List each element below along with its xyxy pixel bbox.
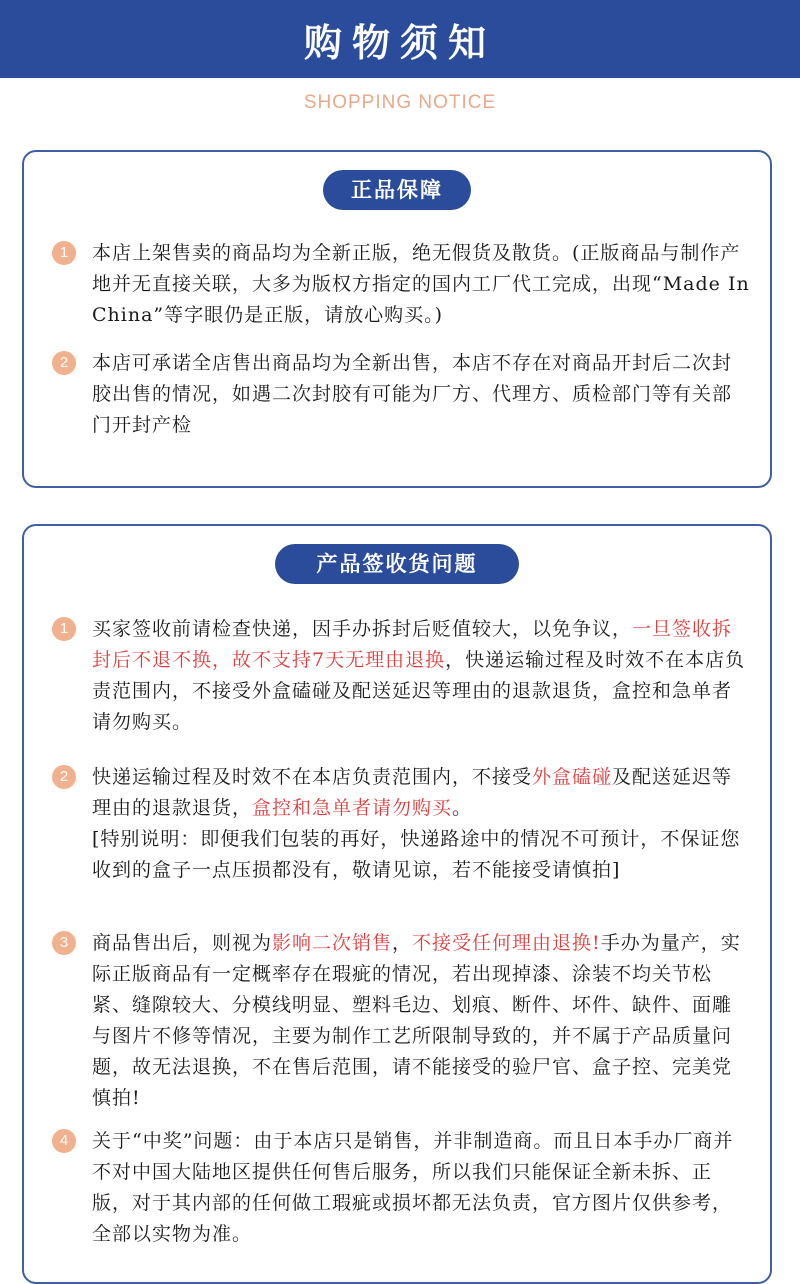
number-badge: 3 — [52, 931, 76, 955]
item-text: 快递运输过程及时效不在本店负责范围内，不接受外盒磕碰及配送延迟等理由的退款退货，盒控和急单者请勿购买。 [特别说明：即便我们包装的再好，快递路途中的情况不可预计，不保证您收到的盒子一点压损都没有，敬请见谅，若不能接受请慎拍] — [92, 766, 741, 881]
list-item — [52, 238, 750, 331]
warning-text: 不接受任何理由退换! — [412, 932, 601, 954]
section-title-authentic: 正品保障 — [323, 170, 471, 210]
warning-text: 外盒磕碰 — [532, 766, 613, 788]
list-item — [52, 1126, 750, 1250]
number-badge: 1 — [52, 241, 76, 265]
warning-text: 一旦签收拆封后不退不换，故不支持7天无理由退换 — [92, 618, 733, 671]
delivery-card — [22, 524, 772, 1284]
number-badge: 2 — [52, 351, 76, 375]
item-text: 商品售出后，则视为影响二次销售，不接受任何理由退换!手办为量产，实际正版商品有一定概率存在瑕疵的情况，若出现掉漆、涂装不均关节松紧、缝隙较大、分模线明显、塑料毛边、划痕、断件、坏件、缺件、面雕与图片不修等情况，主要为制作工艺所限制导致的，并不属于产品质量问题，故无法退换，不在售后范围，请不能接受的验尸官、盒子控、完美党慎拍! — [92, 932, 741, 1109]
list-item — [52, 348, 750, 441]
list-item — [52, 928, 750, 1114]
authentic-guarantee-card — [22, 150, 772, 488]
list-item — [52, 762, 750, 886]
special-note: [特别说明：即便我们包装的再好，快递路途中的情况不可预计，不保证您收到的盒子一点压损都没有，敬请见谅，若不能接受请慎拍] — [92, 828, 741, 881]
item-text: 买家签收前请检查快递，因手办拆封后贬值较大，以免争议，一旦签收拆封后不退不换，故不支持7天无理由退换，快递运输过程及时效不在本店负责范围内，不接受外盒磕碰及配送延迟等理由的退款退货，盒控和急单者请勿购买。 — [92, 618, 746, 733]
number-badge: 4 — [52, 1129, 76, 1153]
section-title-delivery: 产品签收货问题 — [275, 544, 519, 584]
page-title: 购物须知 — [303, 19, 496, 65]
item-text: 本店可承诺全店售出商品均为全新出售，本店不存在对商品开封后二次封胶出售的情况，如遇二次封胶有可能为厂方、代理方、质检部门等有关部门开封产检 — [92, 352, 733, 436]
number-badge: 2 — [52, 765, 76, 789]
header-banner — [0, 0, 800, 78]
list-item — [52, 614, 750, 738]
page-subtitle: SHOPPING NOTICE — [303, 92, 497, 113]
number-badge: 1 — [52, 617, 76, 641]
item-text: 本店上架售卖的商品均为全新正版，绝无假货及散货。(正版商品与制作产地并无直接关联，大多为版权方指定的国内工厂代工完成，出现“Made In China”等字眼仍是正版，请放心购买。) — [92, 242, 750, 326]
item-text: 关于“中奖”问题：由于本店只是销售，并非制造商。而且日本手办厂商并不对中国大陆地区提供任何售后服务，所以我们只能保证全新未拆、正版，对于其内部的任何做工瑕疵或损坏都无法负责，官方图片仅供参考，全部以实物为准。 — [92, 1130, 734, 1245]
warning-text: 影响二次销售 — [272, 932, 393, 954]
warning-text: 盒控和急单者请勿购买 — [252, 797, 453, 819]
